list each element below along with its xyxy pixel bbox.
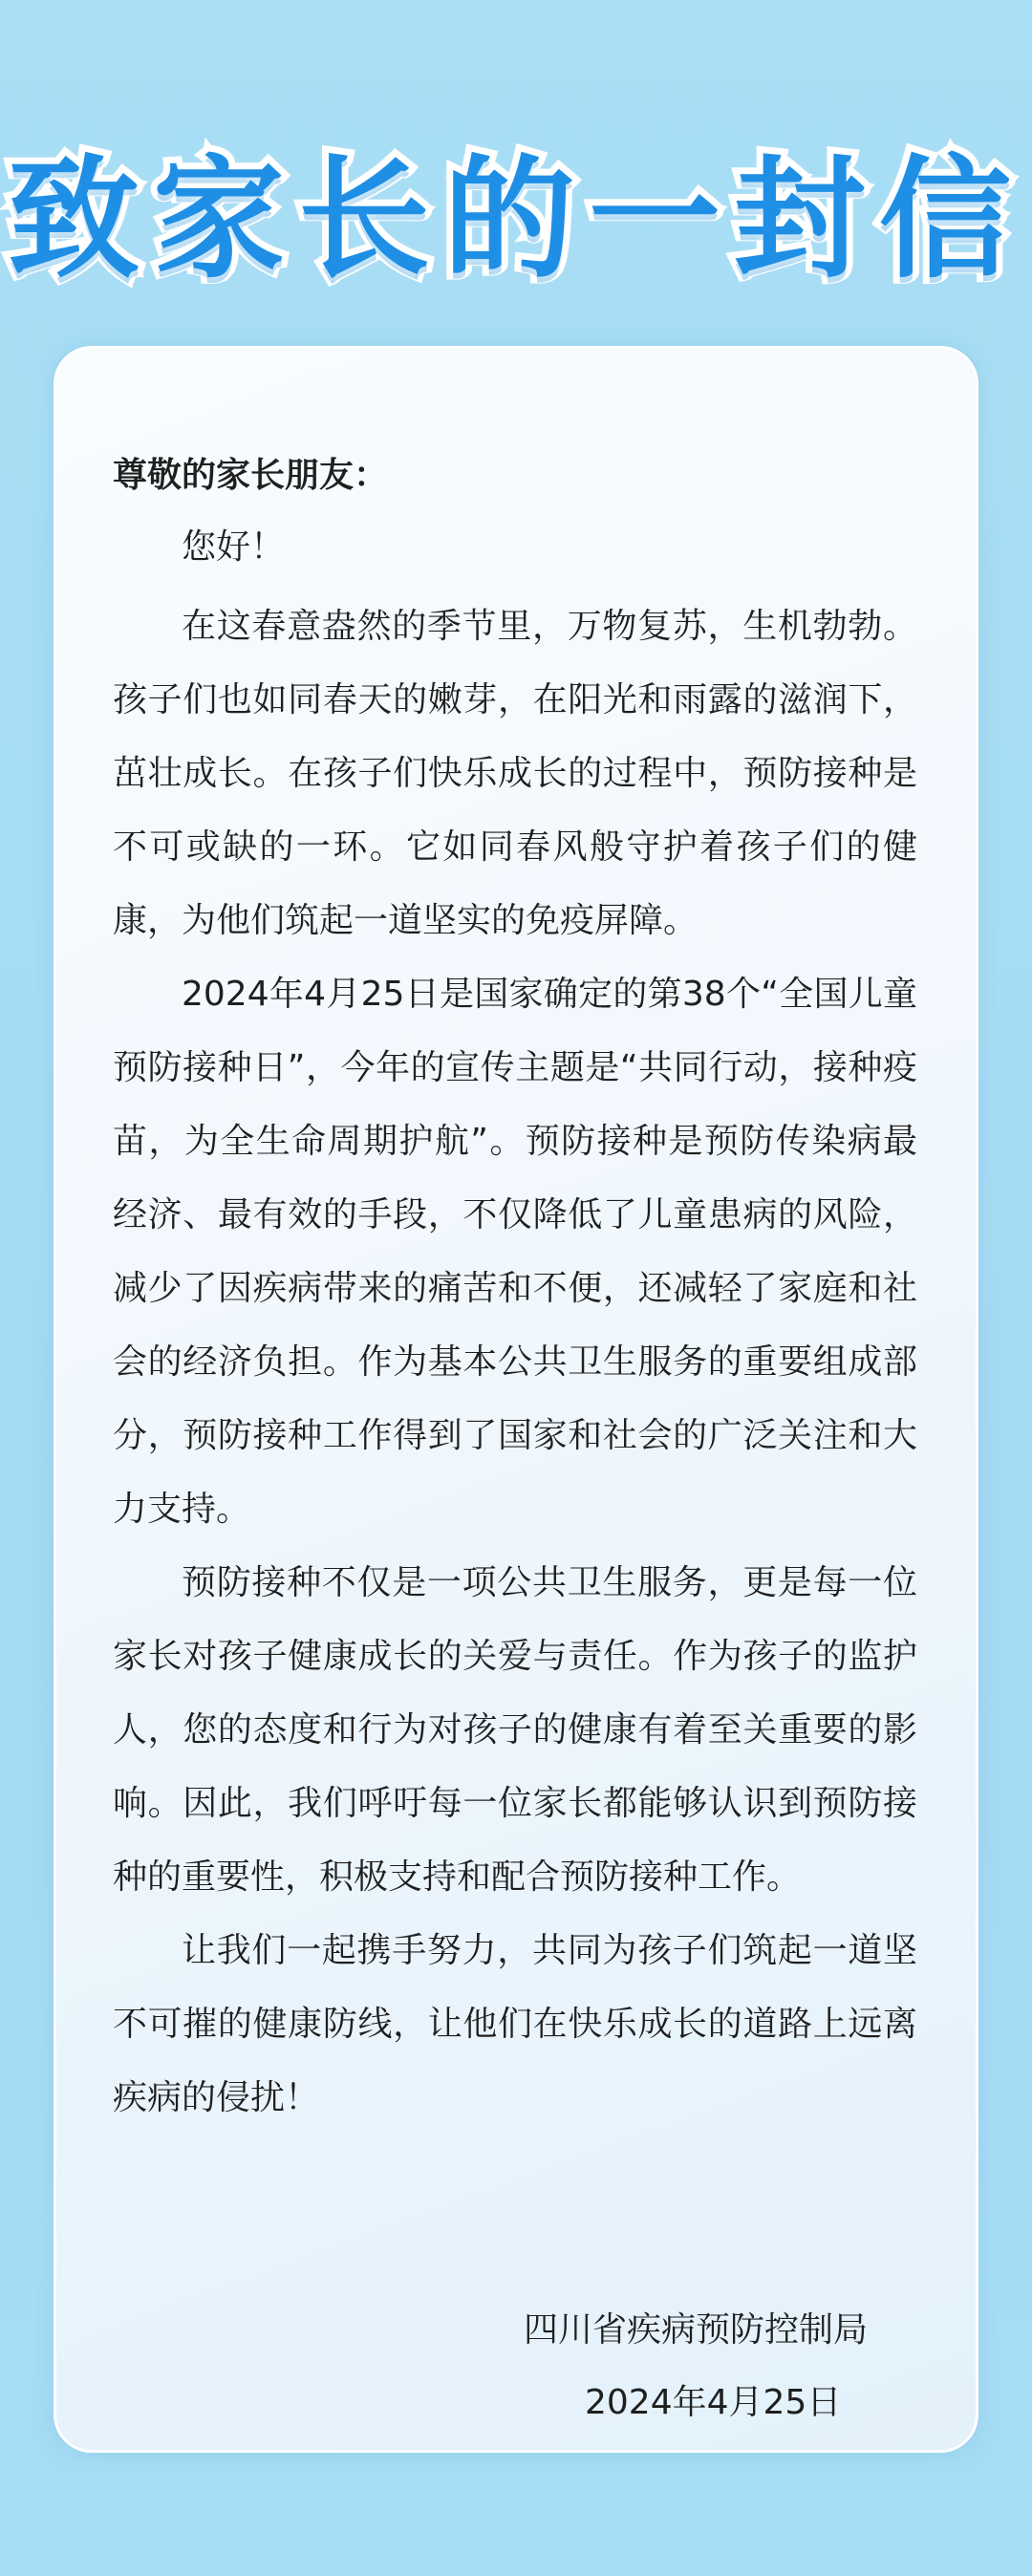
signature-organization: 四川省疾病预防控制局 [524, 2310, 869, 2350]
paragraph-1: 在这春意盎然的季节里，万物复苏，生机勃勃。孩子们也如同春天的嫩芽，在阳光和雨露的滋润下，茁壮成长。在孩子们快乐成长的过程中，预防接种是不可或缺的一环。它如同春风般守护着孩子们的健康，为他们筑起一道坚实的免疫屏障。 [113, 607, 917, 940]
salutation: 尊敬的家长朋友： [113, 456, 389, 495]
paragraph-2: 2024年4月25日是国家确定的第38个“全国儿童预防接种日”，今年的宣传主题是“共同行动，接种疫苗，为全生命周期护航”。预防接种是预防传染病最经济、最有效的手段，不仅降低了儿童患病的风险，减少了因疾病带来的痛苦和不便，还减轻了家庭和社会的经济负担。作为基本公共卫生服务的重要组成部分，预防接种工作得到了国家和社会的广泛关注和大力支持。 [113, 975, 917, 1529]
letter-body [113, 441, 917, 2135]
paragraph-3: 预防接种不仅是一项公共卫生服务，更是每一位家长对孩子健康成长的关爱与责任。作为孩子的监护人，您的态度和行为对孩子的健康有着至关重要的影响。因此，我们呼吁每一位家长都能够认识到预防接种的重要性，积极支持和配合预防接种工作。 [113, 1563, 917, 1897]
title-banner [0, 129, 1032, 311]
paragraph-4: 让我们一起携手努力，共同为孩子们筑起一道坚不可摧的健康防线，让他们在快乐成长的道路上远离疾病的侵扰！ [113, 1931, 917, 2117]
signature-date: 2024年4月25日 [585, 2383, 842, 2422]
greeting: 您好！ [182, 527, 286, 567]
page-title: 致家长的一封信 [7, 142, 1024, 296]
